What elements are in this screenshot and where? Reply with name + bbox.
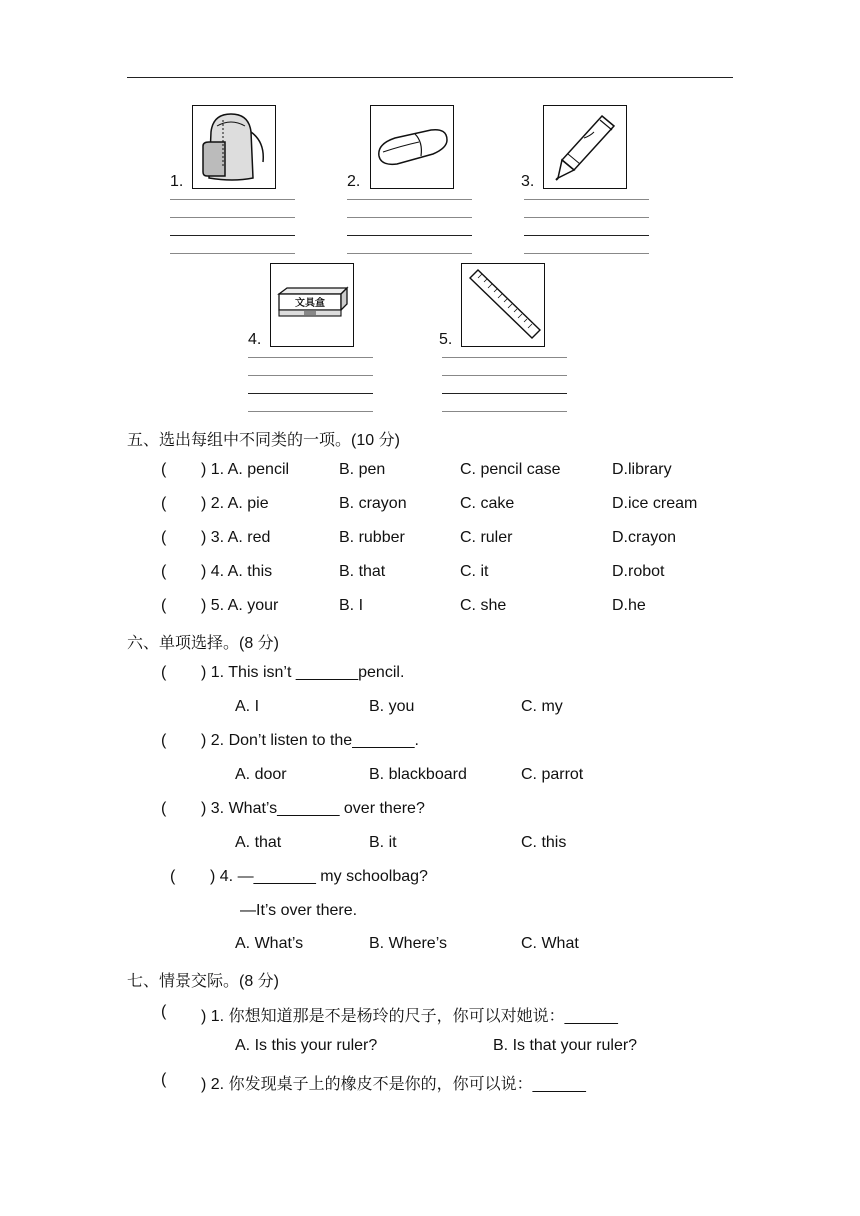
- option-b: B. it: [369, 834, 397, 851]
- option-c: C. my: [521, 698, 563, 715]
- answer-bracket[interactable]: (: [161, 495, 167, 512]
- section-heading: 七、情景交际。(8 分): [127, 973, 280, 990]
- option-c: C. it: [460, 563, 489, 580]
- question-stem: ) 4. A. this: [201, 563, 273, 580]
- option-b: B. that: [339, 563, 386, 580]
- option-c: C. cake: [460, 495, 515, 512]
- writing-line[interactable]: [248, 411, 373, 412]
- option-d: D.ice cream: [612, 495, 698, 512]
- option-c: C. ruler: [460, 529, 513, 546]
- writing-line[interactable]: [442, 411, 567, 412]
- rubber-icon: [370, 105, 454, 189]
- writing-line[interactable]: [347, 235, 472, 236]
- answer-bracket[interactable]: (: [161, 664, 167, 681]
- option-b: B. you: [369, 698, 415, 715]
- question-stem: ) 4. —_______ my schoolbag?: [210, 868, 428, 885]
- writing-line[interactable]: [170, 235, 295, 236]
- writing-line[interactable]: [442, 357, 567, 358]
- ruler-icon: [461, 263, 545, 347]
- question-stem: ) 2. Don’t listen to the_______.: [201, 732, 419, 749]
- writing-line[interactable]: [248, 357, 373, 358]
- writing-line[interactable]: [524, 235, 649, 236]
- pencil-case-icon: [270, 263, 354, 347]
- schoolbag-icon: [192, 105, 276, 189]
- option-a: A. What’s: [235, 935, 304, 952]
- writing-line[interactable]: [170, 217, 295, 218]
- option-a: A. that: [235, 834, 282, 851]
- answer-bracket[interactable]: (: [161, 1071, 167, 1088]
- question-stem: ) 2. 你发现桌子上的橡皮不是你的，你可以说：______: [201, 1076, 586, 1093]
- option-d: D.library: [612, 461, 672, 478]
- writing-line[interactable]: [347, 253, 472, 254]
- writing-line[interactable]: [170, 199, 295, 200]
- crayon-icon: [543, 105, 627, 189]
- writing-line[interactable]: [170, 253, 295, 254]
- answer-bracket[interactable]: (: [161, 597, 167, 614]
- top-rule: [127, 77, 733, 78]
- section-heading: 五、选出每组中不同类的一项。(10 分): [127, 432, 400, 449]
- option-b: B. blackboard: [369, 766, 467, 783]
- item-number: 4.: [248, 331, 262, 348]
- option-c: C. parrot: [521, 766, 584, 783]
- question-stem: ) 1. A. pencil: [201, 461, 290, 478]
- writing-line[interactable]: [524, 199, 649, 200]
- writing-line[interactable]: [248, 375, 373, 376]
- option-a: A. I: [235, 698, 260, 715]
- writing-line[interactable]: [442, 393, 567, 394]
- question-stem: ) 3. A. red: [201, 529, 271, 546]
- answer-bracket[interactable]: (: [161, 800, 167, 817]
- pencil-case-label: 文具盒: [295, 298, 325, 309]
- question-stem: ) 2. A. pie: [201, 495, 269, 512]
- option-d: D.he: [612, 597, 646, 614]
- item-number: 3.: [521, 173, 535, 190]
- option-b: B. Is that your ruler?: [493, 1037, 638, 1054]
- question-stem: ) 1. 你想知道那是不是杨玲的尺子，你可以对她说：______: [201, 1008, 618, 1025]
- option-b: B. I: [339, 597, 364, 614]
- question-stem: ) 5. A. your: [201, 597, 279, 614]
- writing-line[interactable]: [347, 199, 472, 200]
- answer-line: —It’s over there.: [240, 902, 358, 919]
- answer-bracket[interactable]: (: [161, 529, 167, 546]
- writing-line[interactable]: [347, 217, 472, 218]
- option-b: B. Where’s: [369, 935, 447, 952]
- answer-bracket[interactable]: (: [161, 1003, 167, 1020]
- item-number: 5.: [439, 331, 453, 348]
- section-heading: 六、单项选择。(8 分): [127, 635, 280, 652]
- question-stem: ) 3. What’s_______ over there?: [201, 800, 425, 817]
- option-c: C. this: [521, 834, 567, 851]
- answer-bracket[interactable]: (: [170, 868, 176, 885]
- item-number: 1.: [170, 173, 184, 190]
- writing-line[interactable]: [524, 253, 649, 254]
- answer-bracket[interactable]: (: [161, 461, 167, 478]
- option-b: B. crayon: [339, 495, 407, 512]
- option-d: D.crayon: [612, 529, 677, 546]
- answer-bracket[interactable]: (: [161, 563, 167, 580]
- writing-line[interactable]: [524, 217, 649, 218]
- option-c: C. pencil case: [460, 461, 561, 478]
- answer-bracket[interactable]: (: [161, 732, 167, 749]
- option-a: A. door: [235, 766, 287, 783]
- option-c: C. she: [460, 597, 507, 614]
- writing-line[interactable]: [248, 393, 373, 394]
- option-b: B. pen: [339, 461, 386, 478]
- option-c: C. What: [521, 935, 579, 952]
- option-b: B. rubber: [339, 529, 405, 546]
- writing-line[interactable]: [442, 375, 567, 376]
- item-number: 2.: [347, 173, 361, 190]
- question-stem: ) 1. This isn’t _______pencil.: [201, 664, 405, 681]
- option-a: A. Is this your ruler?: [235, 1037, 378, 1054]
- option-d: D.robot: [612, 563, 665, 580]
